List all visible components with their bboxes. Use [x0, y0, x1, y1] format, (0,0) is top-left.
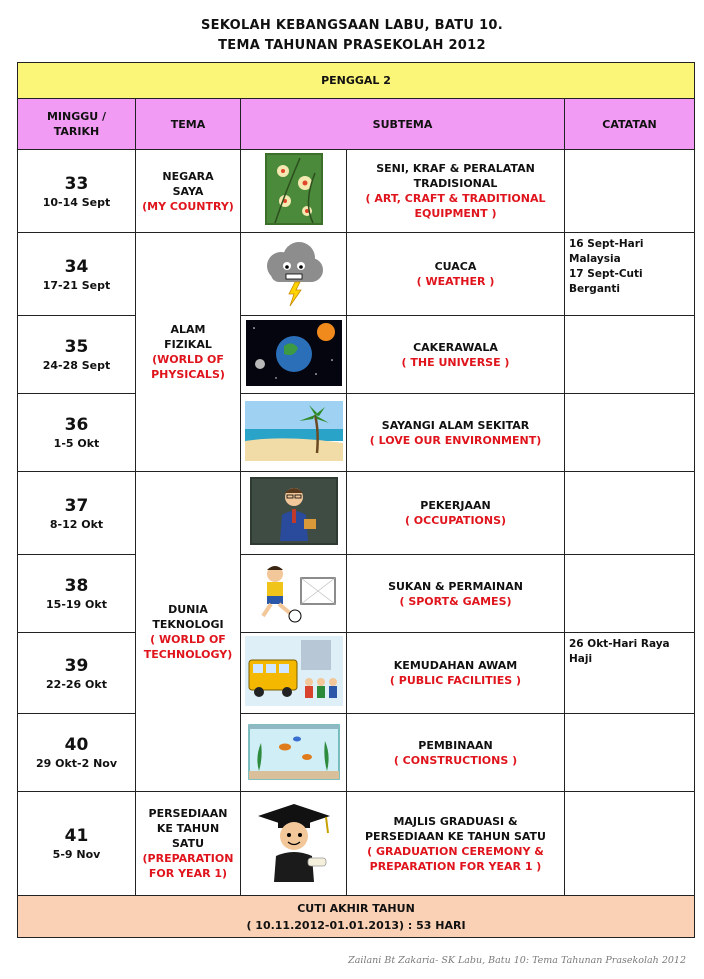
week-cell — [18, 555, 136, 633]
subtheme-english: ( PUBLIC FACILITIES ) — [389, 674, 522, 687]
credit-line: Zailani Bt Zakaria- SK Labu, Batu 10: Tema Tahunan Prasekolah 2012 — [348, 955, 686, 966]
table-row — [18, 714, 695, 792]
notes-cell — [565, 150, 695, 233]
subtheme-english: ( SPORT& GAMES) — [399, 594, 512, 608]
subtheme-cell — [347, 394, 565, 472]
subtheme-name: SENI, KRAF & PERALATAN — [376, 162, 535, 175]
theme-english: (MY COUNTRY) — [142, 199, 234, 213]
col-header-week — [18, 99, 136, 150]
notes-cell — [565, 714, 695, 792]
notes-cell — [565, 316, 695, 394]
subtheme-english: PREPARATION FOR YEAR 1 ) — [369, 859, 542, 873]
subtheme-name: SAYANGI ALAM SEKITAR — [381, 418, 530, 432]
theme-name: TEKNOLOGI — [152, 617, 224, 631]
week-number: 33 — [64, 173, 89, 194]
subtheme-english: ( THE UNIVERSE ) — [401, 355, 510, 369]
football-image — [244, 560, 343, 628]
notes-cell — [565, 394, 695, 472]
week-dates: 15-19 Okt — [46, 598, 107, 611]
week-dates: 22-26 Okt — [46, 677, 107, 691]
notes-cell — [565, 233, 695, 316]
week-cell — [18, 394, 136, 472]
notes-cell — [565, 472, 695, 555]
theme-name: ALAM — [170, 323, 206, 336]
week-cell — [18, 792, 136, 896]
theme-name: SATU — [171, 837, 205, 850]
col-header-subtheme: SUBTEMA — [241, 99, 565, 150]
week-dates: 1-5 Okt — [53, 437, 100, 450]
theme-name: PERSEDIAAN — [148, 807, 228, 820]
storm-cloud-image — [244, 236, 343, 312]
note-line: 17 Sept-Cuti — [569, 268, 643, 280]
subtheme-cell — [347, 714, 565, 792]
notes-cell — [565, 633, 695, 714]
illustration-cell — [241, 472, 347, 555]
table-row — [18, 233, 695, 316]
table-row — [18, 394, 695, 472]
subtheme-name: PEKERJAAN — [420, 499, 491, 512]
subtheme-english: ( ART, CRAFT & TRADITIONAL — [365, 192, 546, 205]
theme-name: FIZIKAL — [164, 338, 212, 351]
col-header-week-line2: TARIKH — [53, 125, 100, 138]
week-cell — [18, 316, 136, 394]
theme-name: NEGARA — [162, 169, 214, 183]
subtheme-name: KEMUDAHAN AWAM — [393, 659, 518, 672]
theme-english: (PREPARATION — [142, 852, 234, 865]
aquarium-image — [244, 719, 343, 787]
subtheme-cell — [347, 792, 565, 896]
theme-cell — [136, 233, 241, 472]
week-number: 36 — [64, 415, 89, 435]
table-row — [18, 316, 695, 394]
table-row — [18, 150, 695, 233]
theme-name: DUNIA — [168, 602, 208, 616]
subtheme-name: PERSEDIAAN KE TAHUN SATU — [365, 829, 546, 843]
subtheme-cell — [347, 316, 565, 394]
subtheme-cell — [347, 633, 565, 714]
theme-english: (WORLD OF — [152, 353, 224, 366]
note-line: 16 Sept-Hari — [569, 238, 644, 250]
illustration-cell — [241, 792, 347, 896]
subtheme-name: CUACA — [434, 260, 477, 273]
theme-cell — [136, 150, 241, 233]
illustration-cell — [241, 714, 347, 792]
illustration-cell — [241, 555, 347, 633]
planets-image — [244, 320, 343, 390]
week-number: 39 — [64, 655, 89, 676]
notes-cell — [565, 792, 695, 896]
table-row — [18, 633, 695, 714]
teacher-image — [244, 475, 343, 551]
week-dates: 17-21 Sept — [42, 278, 111, 292]
col-header-notes: CATATAN — [565, 99, 695, 150]
subtheme-english: ( WEATHER ) — [416, 275, 495, 288]
subtheme-cell — [347, 150, 565, 233]
illustration-cell — [241, 233, 347, 316]
week-dates: 24-28 Sept — [42, 359, 111, 372]
table-row — [18, 555, 695, 633]
week-number: 38 — [64, 576, 89, 596]
week-dates: 29 Okt-2 Nov — [35, 757, 118, 770]
school-title: SEKOLAH KEBANGSAAN LABU, BATU 10. — [200, 18, 503, 33]
week-cell — [18, 233, 136, 316]
subtheme-english: EQUIPMENT ) — [414, 207, 497, 220]
subtheme-cell — [347, 472, 565, 555]
subtheme-name: CAKERAWALA — [413, 340, 498, 354]
school-bus-image — [244, 636, 343, 710]
note-line: 26 Okt-Hari Raya — [569, 638, 670, 650]
subtheme-name: MAJLIS GRADUASI & — [393, 814, 518, 828]
note-line: Haji — [569, 653, 593, 665]
notes-cell — [565, 555, 695, 633]
week-number: 41 — [64, 826, 89, 846]
document-title: TEMA TAHUNAN PRASEKOLAH 2012 — [218, 38, 486, 53]
theme-name: KE TAHUN — [156, 822, 220, 835]
theme-name: SAYA — [172, 184, 204, 198]
week-number: 34 — [64, 256, 89, 277]
table-row — [18, 792, 695, 896]
subtheme-english: ( CONSTRUCTIONS ) — [393, 753, 518, 767]
subtheme-cell — [347, 233, 565, 316]
week-dates: 8-12 Okt — [49, 517, 104, 531]
subtheme-english: ( LOVE OUR ENVIRONMENT) — [369, 433, 542, 447]
illustration-cell — [241, 394, 347, 472]
week-cell — [18, 150, 136, 233]
week-cell — [18, 714, 136, 792]
illustration-cell — [241, 150, 347, 233]
footer-line2: ( 10.11.2012-01.01.2013) : 53 HARI — [246, 918, 466, 932]
batik-flower-image — [244, 153, 343, 229]
footer-line1: CUTI AKHIR TAHUN — [297, 901, 415, 915]
week-dates: 10-14 Sept — [42, 195, 111, 209]
theme-english: TECHNOLOGY) — [143, 647, 233, 661]
week-number: 40 — [64, 735, 89, 755]
beach-image — [244, 401, 343, 465]
illustration-cell — [241, 633, 347, 714]
subtheme-cell — [347, 555, 565, 633]
theme-table — [17, 62, 695, 938]
subtheme-english: ( OCCUPATIONS) — [404, 514, 507, 527]
note-line: Malaysia — [569, 253, 621, 265]
theme-english: FOR YEAR 1) — [148, 867, 228, 880]
subtheme-english: ( GRADUATION CEREMONY & — [367, 844, 544, 858]
week-number: 35 — [64, 337, 89, 357]
theme-english: ( WORLD OF — [150, 632, 226, 646]
note-line: Berganti — [569, 283, 620, 295]
illustration-cell — [241, 316, 347, 394]
theme-english: PHYSICALS) — [151, 368, 225, 381]
col-header-theme: TEMA — [136, 99, 241, 150]
week-cell — [18, 633, 136, 714]
subtheme-name: TRADISIONAL — [413, 177, 498, 190]
week-number: 37 — [64, 495, 89, 516]
table-row — [18, 472, 695, 555]
year-end-holiday — [18, 896, 695, 938]
graduate-image — [244, 800, 343, 888]
week-dates: 5-9 Nov — [52, 848, 101, 861]
subtheme-name: PEMBINAAN — [418, 738, 493, 752]
theme-cell — [136, 472, 241, 792]
theme-cell — [136, 792, 241, 896]
col-header-week-line1: MINGGU / — [46, 110, 107, 123]
week-cell — [18, 472, 136, 555]
subtheme-name: SUKAN & PERMAINAN — [388, 579, 523, 593]
term-banner: PENGGAL 2 — [18, 63, 695, 99]
